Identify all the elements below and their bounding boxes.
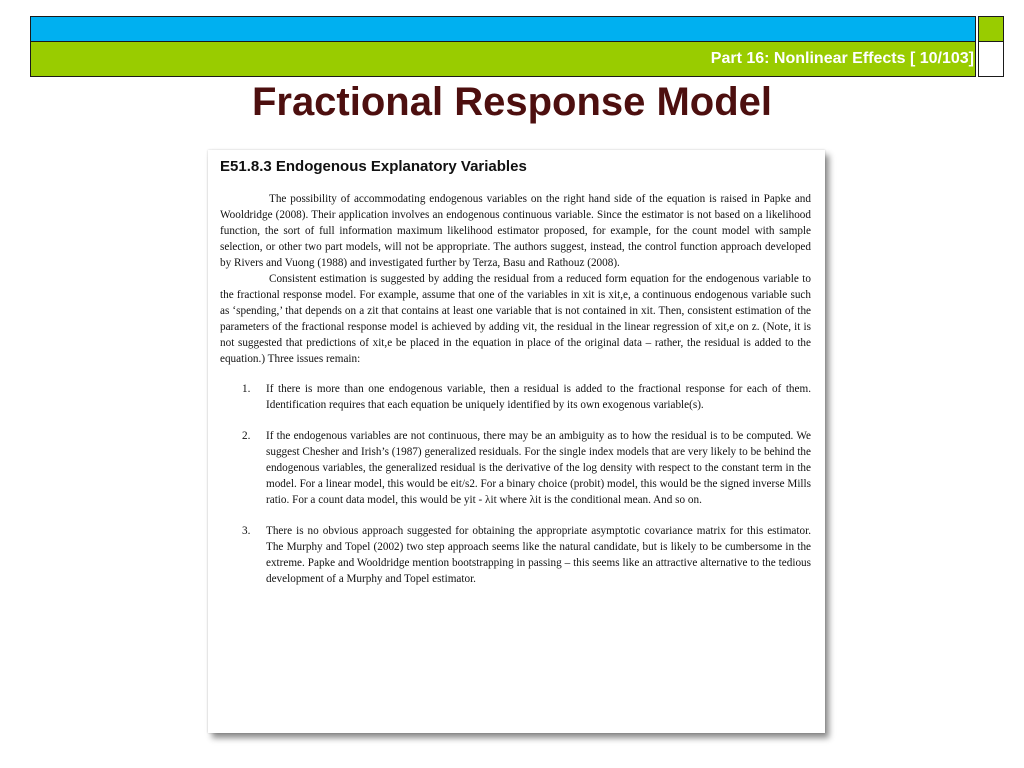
list-item-text: If there is more than one endogenous variable, then a residual is added to the fractional response for each of them. Identification requires that each equation be uniquely identified by its own exogenous variable(s). <box>266 383 811 411</box>
issue-list <box>220 381 811 587</box>
list-item <box>220 523 811 587</box>
slide-title: Fractional Response Model <box>251 80 773 124</box>
header-corner-square <box>978 16 1004 42</box>
header-blue-band <box>30 16 976 42</box>
list-item-text: There is no obvious approach suggested for obtaining the appropriate asymptotic covariance matrix for this estimator. The Murphy and Topel (2002) two step approach seems like the natural candidate, but is likely to be cumbersome in the extreme. Papke and Wooldridge mention bootstrapping in passing – this seems like an attractive alternative to the tedious development of a Murphy and Topel estimator. <box>266 525 811 585</box>
list-item <box>220 381 811 413</box>
list-item-number: 3. <box>242 525 251 537</box>
list-item-number: 2. <box>242 430 251 442</box>
header-corner-box <box>978 42 1004 77</box>
paragraph-intro: The possibility of accommodating endogenous variables on the right hand side of the equation is raised in Papke and Wooldridge (2008). Their application involves an endogenous continuous variable. Since the estimator is not based on a likelihood function, the sort of full information maximum likelihood estimator proposed, for example, for the count model with sample selection, or other two part models, will not be appropriate. The authors suggest, instead, the control function approach developed by Rivers and Vuong (1988) and investigated further by Terza, Basu and Rathouz (2008). <box>220 193 811 269</box>
part-label: Part 16: Nonlinear Effects [ 10/103] <box>710 50 974 67</box>
paragraph-consistent-estimation: Consistent estimation is suggested by adding the residual from a reduced form equation for the endogenous variable to the fractional response model. For example, assume that one of the variables in xit is xit,e, a continuous endogenous variable such as ‘spending,’ that depends on a zit that contains at least one variable that is not contained in xit. Then, consistent estimation of the parameters of the fractional response model is achieved by adding vit, the residual in the linear regression of xit,e on z. (Note, it is not suggested that predictions of xit,e be placed in the equation in place of the original data – rather, the residual is added to the equation.) Three issues remain: <box>220 273 811 365</box>
document-excerpt <box>208 150 825 733</box>
list-item-number: 1. <box>242 383 251 395</box>
list-item-text: If the endogenous variables are not continuous, there may be an ambiguity as to how the residual is to be computed. We suggest Chesher and Irish’s (1987) generalized residuals. For the single index models that are very likely to be behind the endogenous variables, the generalized residual is the derivative of the log density with respect to the constant term in the model. For a linear model, this would be eit/s2. For a binary choice (probit) model, this would be the signed inverse Mills ratio. For a count data model, this would be yit - λit where λit is the conditional mean. And so on. <box>266 430 811 506</box>
section-heading: E51.8.3 Endogenous Explanatory Variables <box>220 158 527 175</box>
list-item <box>220 428 811 508</box>
